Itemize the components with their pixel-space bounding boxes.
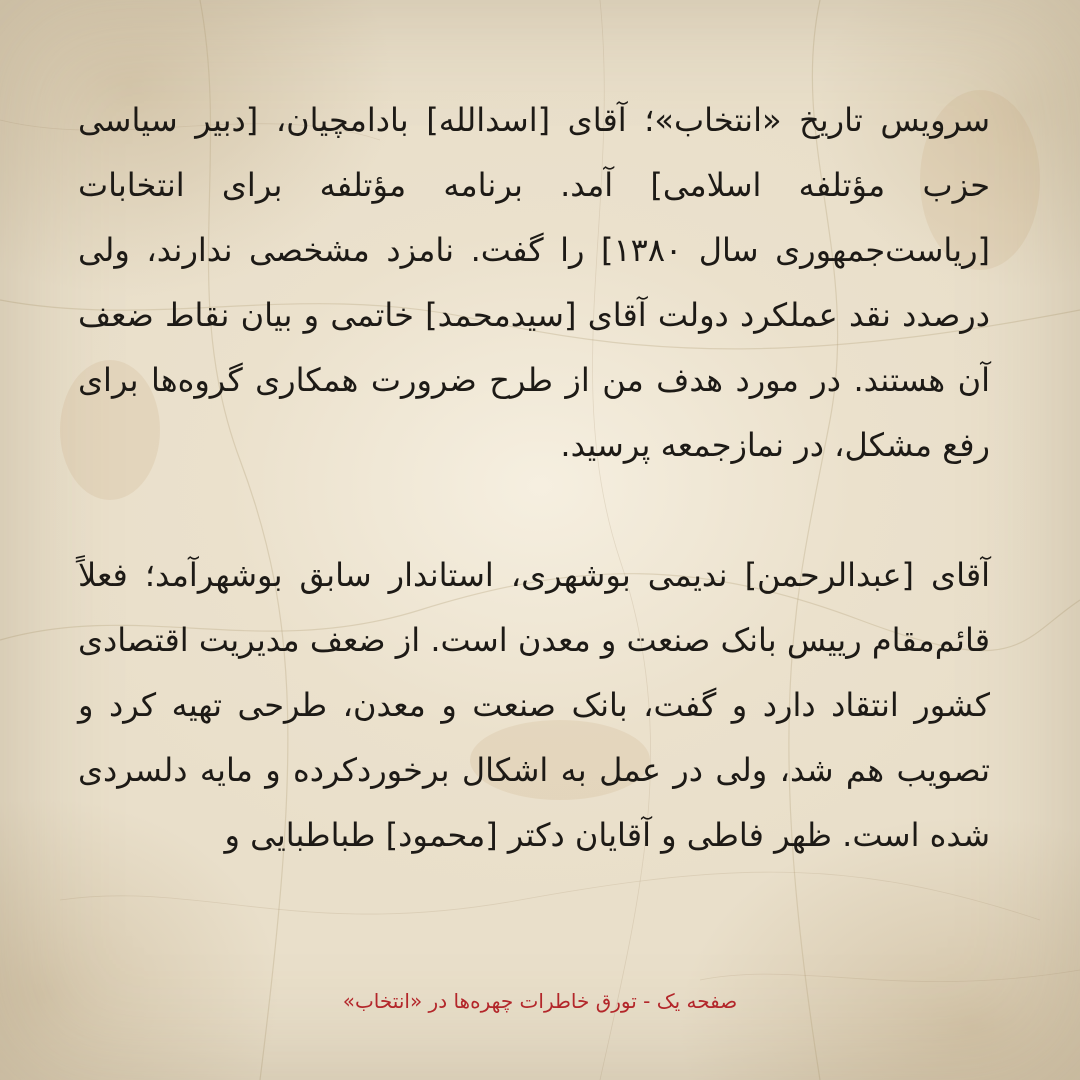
page-footer-caption: صفحه یک - تورق خاطرات چهره‌ها در «انتخاب»	[342, 989, 738, 1013]
memoir-text-block	[78, 88, 990, 868]
paragraph-2: آقای [عبدالرحمن] ندیمی بوشهری، استاندار سابق بوشهرآمد؛ فعلاً قائم‌مقام رییس بانک صنعت و معدن است. از ضعف مدیریت اقتصادی کشور انتقاد دارد و گفت، بانک صنعت و معدن، طرحی تهیه کرد و تصویب هم شد، ولی در عمل به اشکال برخوردکرده و مایه دلسردی شده است. ظهر فاطی و آقایان دکتر [محمود] طباطبایی و	[78, 556, 990, 854]
paragraph-1: سرویس تاریخ «انتخاب»؛ آقای [اسدالله] بادامچیان، [دبیر سیاسی حزب مؤتلفه اسلامی] آمد. برنامه مؤتلفه برای انتخابات [ریاست‌جمهوری سال ۱۳۸۰] را گفت. نامزد مشخصی ندارند، ولی درصدد نقد عملکرد دولت آقای [سیدمحمد] خاتمی و بیان نقاط ضعف آن هستند. در مورد هدف من از طرح ضرورت همکاری گروه‌ها برای رفع مشکل، در نمازجمعه پرسید.	[78, 101, 991, 464]
